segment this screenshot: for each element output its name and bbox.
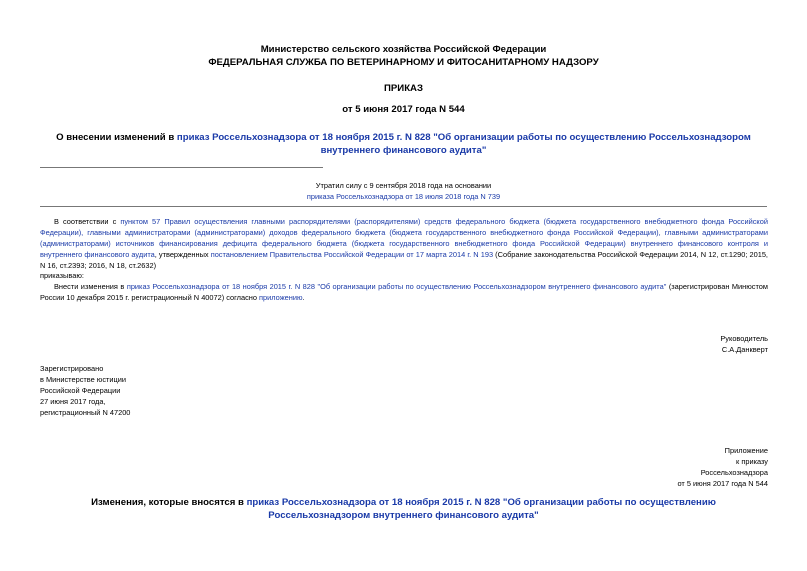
- preamble-text-4: (Собрание законодательства Российской Федерации 2014, N 12, ст.1290; 2015, N 16, ст.2393; 2016, N 18, ст.2632): [40, 250, 768, 270]
- order-link-appendix[interactable]: приложению: [259, 293, 303, 302]
- registration-line-3: Российской Федерации: [40, 386, 121, 395]
- appendix-title: [40, 496, 767, 522]
- preamble-link-decree[interactable]: постановлением Правительства Российской Федерации от 17 марта 2014 г. N 193: [210, 250, 494, 259]
- appendix-line-4: от 5 июня 2017 года N 544: [677, 479, 768, 488]
- preamble-text-3: , утвержденных: [154, 250, 211, 259]
- title-prefix: О внесении изменений в: [56, 132, 177, 143]
- status-link[interactable]: приказа Россельхознадзора от 18 июля 2018 года N 739: [306, 192, 501, 201]
- order-text-2: (зарегистрирован Минюстом России 10 декабря 2015 г. регистрационный N 40072) согласно: [40, 282, 768, 302]
- service-name: ФЕДЕРАЛЬНАЯ СЛУЖБА ПО ВЕТЕРИНАРНОМУ И ФИТОСАНИТАРНОМУ НАДЗОРУ: [208, 57, 599, 68]
- order-link-decree[interactable]: приказ Россельхознадзора от 18 ноября 2015 г. N 828 "Об организации работы по осуществлению Россельхознадзором внутреннего финансового аудита": [126, 282, 667, 291]
- signature-role: Руководитель: [720, 334, 768, 343]
- doc-type: ПРИКАЗ: [384, 83, 423, 94]
- registration-line-2: в Министерстве юстиции: [40, 375, 127, 384]
- registration-block: [40, 363, 130, 418]
- document-title: [40, 131, 767, 157]
- registration-line-1: Зарегистрировано: [40, 364, 104, 373]
- preamble-link-clause[interactable]: пунктом 57: [120, 217, 161, 226]
- order-text-1: Внести изменения в: [54, 282, 127, 291]
- appendix-line-2: к приказу: [736, 457, 768, 466]
- appendix-line-3: Россельхознадзора: [700, 468, 768, 477]
- order-word: приказываю:: [40, 271, 84, 280]
- title-link[interactable]: приказ Россельхознадзора от 18 ноября 2015 г. N 828 "Об организации работы по осуществлению Россельхознадзором внутреннего финансового аудита": [176, 132, 751, 156]
- signature-name: С.А.Данкверт: [721, 345, 768, 354]
- preamble-link-rules[interactable]: Правил осуществления главными распорядителями (распорядителями) средств федерального бюджета (бюджета государственного внебюджетного фонда Российской Федерации), главными администраторами (администраторами) доходов федерального бюджета (бюджета государственного внебюджетного фонда Российской Федерации), главными администраторами (администраторами) источников финансирования дефицита федерального бюджета (бюджета государственного внебюджетного фонда Российской Федерации) внутреннего финансового контроля и внутреннего финансового аудита: [40, 217, 768, 259]
- separator-long: [40, 206, 767, 207]
- appendix-title-link[interactable]: приказ Россельхознадзора от 18 ноября 2015 г. N 828 "Об организации работы по осуществлению Россельхознадзором внутреннего финансового аудита": [246, 497, 716, 521]
- appendix-line-1: Приложение: [724, 446, 768, 455]
- registration-line-5: регистрационный N 47200: [40, 408, 131, 417]
- doc-date: от 5 июня 2017 года N 544: [342, 104, 465, 115]
- status-line: Утратил силу с 9 сентября 2018 года на основании: [315, 181, 492, 190]
- appendix-block: [677, 445, 768, 489]
- order-paragraph: [40, 281, 768, 303]
- preamble-text-1: В соответствии с: [54, 217, 121, 226]
- registration-line-4: 27 июня 2017 года,: [40, 397, 106, 406]
- ministry-name: Министерство сельского хозяйства Российской Федерации: [260, 44, 547, 55]
- preamble-paragraph: [40, 216, 768, 271]
- appendix-title-prefix: Изменения, которые вносятся в: [91, 497, 247, 508]
- separator-short: [40, 167, 323, 168]
- order-text-3: .: [302, 293, 305, 302]
